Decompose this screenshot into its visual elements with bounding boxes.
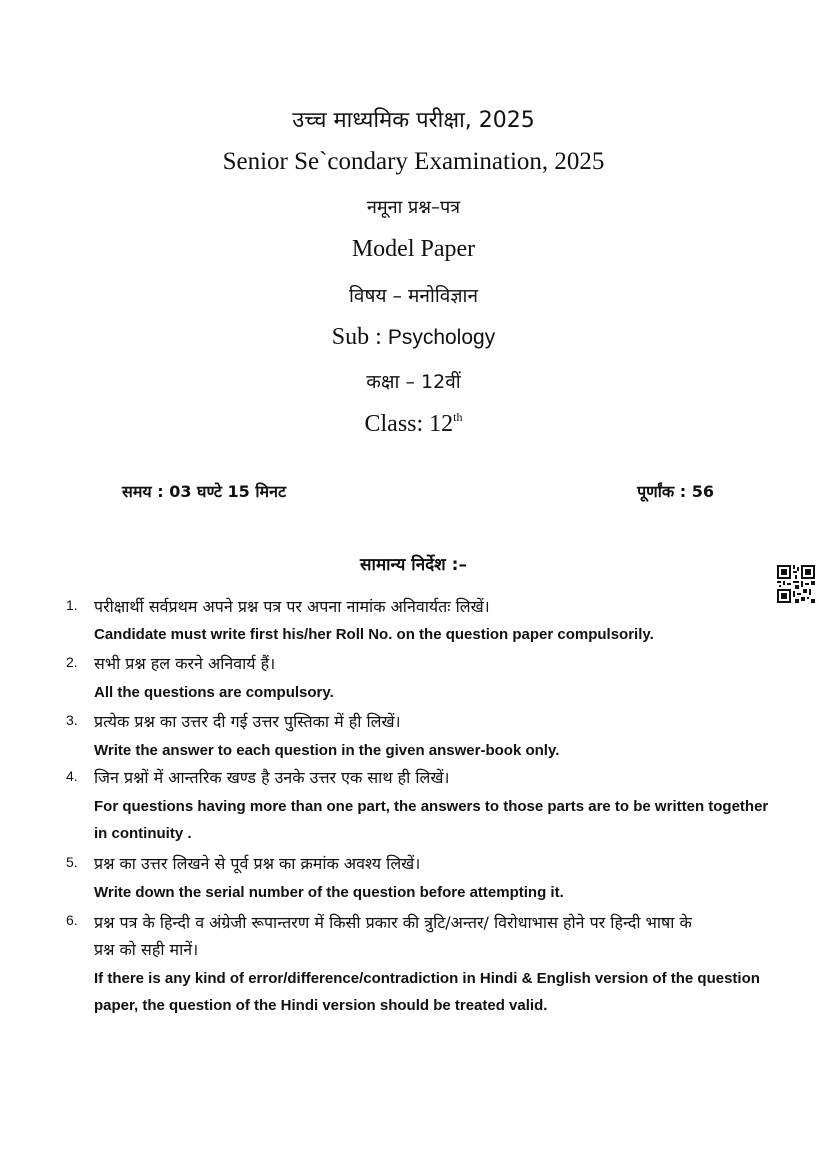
subject-hindi: विषय – मनोविज्ञान [348,285,479,307]
instruction-english: All the questions are compulsory. [94,684,334,701]
instruction-english: Write the answer to each question in the given answer-book only. [94,742,560,759]
subject-label: Sub : [331,324,388,350]
exam-title-hindi: उच्च माध्यमिक परीक्षा, 2025 [292,108,535,133]
subject-value: Psychology [387,326,496,349]
instruction-hindi: परीक्षार्थी सर्वप्रथम अपने प्रश्न पत्र पर अपना नामांक अनिवार्यतः लिखें। [94,597,490,616]
paper-type-hindi: नमूना प्रश्न–पत्र [366,197,461,218]
exam-title-english: Senior Se`condary Examination, 2025 [222,148,605,175]
instruction-hindi: सभी प्रश्न हल करने अनिवार्य हैं। [94,654,276,673]
instruction-number: 2. [66,654,78,670]
time-allowed: समय : 03 घण्टे 15 मिनट [122,482,287,501]
paper-type-english: Model Paper [351,236,476,262]
instruction-english: Write down the serial number of the question before attempting it. [94,884,564,901]
instruction-number: 3. [66,712,78,728]
class-label: Class: 12 [364,411,454,437]
instruction-hindi: जिन प्रश्नों में आन्तरिक खण्ड है उनके उत्तर एक साथ ही लिखें। [94,768,450,787]
class-superscript: th [453,410,463,424]
instruction-number: 5. [66,854,78,870]
class-english [0,410,827,438]
instruction-hindi: प्रश्न पत्र के हिन्दी व अंग्रेजी रूपान्तरण में किसी प्रकार की त्रुटि/अन्तर/ विरोधाभास होने पर हिन्दी भाषा के प्रश्न को सही मानें। [94,913,692,959]
subject-english [0,324,827,351]
instructions-heading: सामान्य निर्देश :– [360,555,467,575]
instruction-number: 1. [66,597,78,613]
class-hindi: कक्षा – 12वीं [366,371,461,393]
instruction-english: For questions having more than one part, the answers to those parts are to be written together in continuity . [94,798,769,842]
instruction-hindi: प्रश्न का उत्तर लिखने से पूर्व प्रश्न का क्रमांक अवश्य लिखें। [94,854,421,873]
instruction-english: Candidate must write first his/her Roll No. on the question paper compulsorily. [94,626,654,643]
instruction-hindi: प्रत्येक प्रश्न का उत्तर दी गई उत्तर पुस्तिका में ही लिखें। [94,712,401,731]
qr-code-icon [777,565,815,603]
instruction-number: 4. [66,768,78,784]
instruction-english: If there is any kind of error/difference/contradiction in Hindi & English version of the question paper, the question of the Hindi version should be treated valid. [94,970,760,1014]
instruction-number: 6. [66,912,78,928]
max-marks: पूर्णांक : 56 [637,482,714,501]
